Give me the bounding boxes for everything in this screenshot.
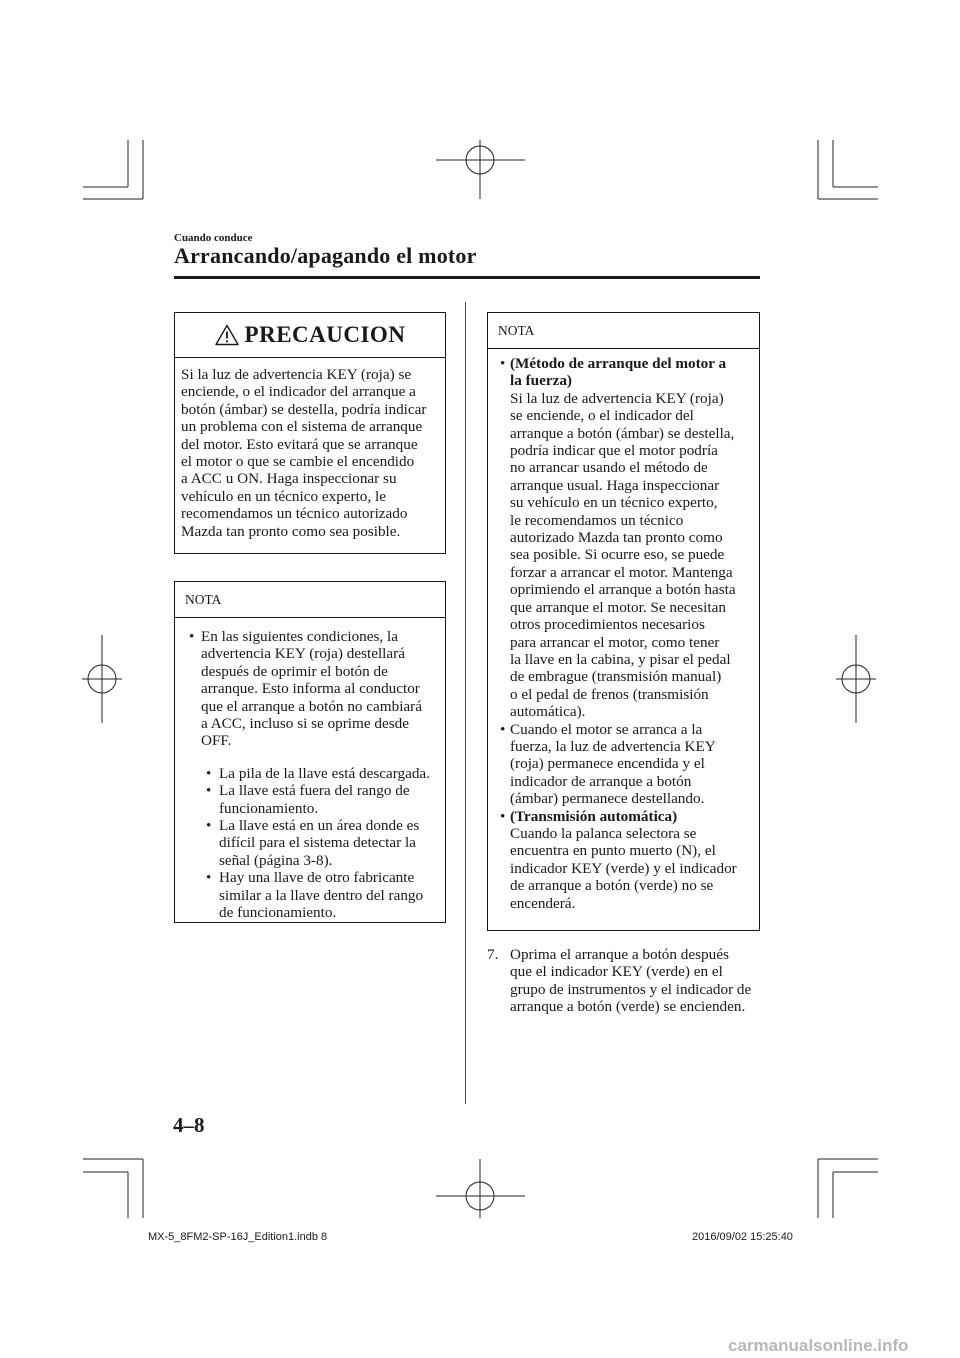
list-item	[488, 355, 753, 721]
text-line: de arranque a botón (verde) no se	[510, 877, 714, 895]
caution-line: botón (ámbar) se destella, podría indicar	[181, 400, 427, 418]
step-7	[487, 946, 763, 1016]
bullet: •	[500, 720, 506, 738]
text-line: Cuando el motor se arranca a la	[510, 720, 703, 738]
text-line: arranque. Esto informa al conductor	[201, 680, 420, 698]
text-line: Hay una llave de otro fabricante	[219, 869, 415, 887]
page-number: 4–8	[173, 1113, 205, 1137]
nota-content	[175, 618, 445, 922]
caution-text	[175, 358, 445, 540]
bold-heading-line: la fuerza)	[510, 372, 572, 390]
caution-line: recomendamos un técnico autorizado	[181, 505, 408, 523]
bullet: •	[206, 817, 212, 835]
bullet: •	[189, 628, 195, 645]
caution-line: un problema con el sistema de arranque	[181, 418, 423, 436]
column-divider	[465, 302, 466, 1104]
caution-line: el motor o que se cambie el encendido	[181, 453, 415, 471]
text-line: que el indicador KEY (verde) en el	[510, 963, 723, 981]
footer-timestamp: 2016/09/02 15:25:40	[692, 1231, 793, 1243]
text-line: En las siguientes condiciones, la	[201, 628, 398, 645]
text-line: grupo de instrumentos y el indicador de	[510, 980, 752, 998]
warning-triangle-icon	[215, 324, 239, 346]
text-line: La llave está en un área donde es	[219, 817, 420, 835]
text-line: advertencia KEY (roja) destellará	[201, 645, 405, 663]
text-line: indicador de arranque a botón	[510, 772, 692, 790]
text-line: después de oprimir el botón de	[201, 662, 388, 680]
bullet: •	[206, 782, 212, 800]
text-line: Si la luz de advertencia KEY (roja)	[510, 389, 724, 407]
caution-line: enciende, o el indicador del arranque a	[181, 383, 416, 401]
text-line: (roja) permanece encendida y el	[510, 755, 705, 773]
text-line: no arrancar usando el método de	[510, 459, 708, 477]
text-line: OFF.	[201, 732, 232, 750]
text-line: encenderá.	[510, 894, 576, 912]
text-line: de embrague (transmisión manual)	[510, 668, 722, 686]
text-line: otros procedimientos necesarios	[510, 616, 705, 634]
section-label: Cuando conduce	[174, 232, 253, 244]
list-item	[488, 721, 753, 808]
text-line: similar a la llave dentro del rango	[219, 886, 424, 904]
text-line: Oprima el arranque a botón después	[510, 946, 729, 963]
text-line: Cuando la palanca selectora se	[510, 824, 697, 842]
text-line: arranque a botón (verde) se encienden.	[510, 998, 746, 1016]
bullet: •	[500, 807, 506, 825]
text-line: difícil para el sistema detectar la	[219, 834, 416, 852]
text-line: le recomendamos un técnico	[510, 511, 684, 529]
text-line: oprimiendo el arranque a botón hasta	[510, 581, 736, 599]
nota-box-right	[487, 312, 760, 931]
caution-line: vehículo en un técnico experto, le	[181, 487, 386, 505]
text-line: su vehículo en un técnico experto,	[510, 494, 718, 512]
sub-list-item	[175, 869, 439, 921]
text-line: sea posible. Si ocurre eso, se puede	[510, 546, 725, 564]
text-line: a ACC, incluso si se oprime desde	[201, 715, 409, 733]
text-line: funcionamiento.	[219, 799, 319, 817]
text-line: forzar a arrancar el motor. Mantenga	[510, 563, 733, 581]
page-title: Arrancando/apagando el motor	[174, 243, 477, 268]
bold-heading-line: (Método de arranque del motor a	[510, 355, 727, 372]
text-line: encuentra en punto muerto (N), el	[510, 842, 716, 860]
text-line: que arranque el motor. Se necesitan	[510, 598, 726, 616]
sub-list-item	[175, 817, 439, 869]
text-line: que el arranque a botón no cambiará	[201, 697, 422, 715]
caution-title: PRECAUCION	[244, 322, 406, 347]
title-rule	[174, 276, 760, 279]
bold-heading-line: (Transmisión automática)	[510, 807, 678, 825]
text-line: fuerza, la luz de advertencia KEY	[510, 737, 716, 755]
text-line: La llave está fuera del rango de	[219, 782, 410, 800]
text-line: arranque a botón (ámbar) se destella,	[510, 424, 735, 442]
list-item	[488, 808, 753, 912]
text-line: autorizado Mazda tan pronto como	[510, 529, 723, 547]
caution-line: a ACC u ON. Haga inspeccionar su	[181, 470, 397, 488]
sub-list-item	[175, 782, 439, 817]
caution-box	[174, 312, 446, 554]
caution-line: Mazda tan pronto como sea posible.	[181, 522, 401, 540]
bullet: •	[206, 869, 212, 887]
step-number: 7.	[487, 946, 499, 963]
caution-line: Si la luz de advertencia KEY (roja) se	[181, 366, 412, 383]
text-line: automática).	[510, 703, 586, 721]
caution-header	[175, 313, 445, 358]
text-line: indicador KEY (verde) y el indicador	[510, 859, 737, 877]
nota-box-left	[174, 581, 446, 923]
text-line: podría indicar que el motor podría	[510, 442, 718, 460]
nota-heading: NOTA	[175, 582, 445, 618]
nota-content	[488, 349, 759, 912]
text-line: La pila de la llave está descargada.	[219, 764, 430, 782]
bullet: •	[500, 355, 506, 372]
text-line: se enciende, o el indicador del	[510, 407, 694, 425]
text-line: arranque usual. Haga inspeccionar	[510, 476, 720, 494]
watermark: carmanualsonline.info	[728, 1336, 909, 1355]
bullet: •	[206, 764, 212, 782]
nota-heading: NOTA	[488, 313, 759, 349]
footer-file-info: MX-5_8FM2-SP-16J_Edition1.indb 8	[148, 1231, 328, 1243]
text-line: la llave en la cabina, y pisar el pedal	[510, 650, 731, 668]
caution-line: del motor. Esto evitará que se arranque	[181, 435, 418, 453]
sub-list-item	[175, 765, 439, 782]
text-line: o el pedal de frenos (transmisión	[510, 685, 709, 703]
text-line: de funcionamiento.	[219, 904, 337, 922]
text-line: para arrancar el motor, como tener	[510, 633, 720, 651]
sub-list	[175, 765, 439, 922]
text-line: señal (página 3-8).	[219, 851, 333, 869]
list-item	[175, 628, 439, 750]
text-line: (ámbar) permanece destellando.	[510, 790, 705, 808]
